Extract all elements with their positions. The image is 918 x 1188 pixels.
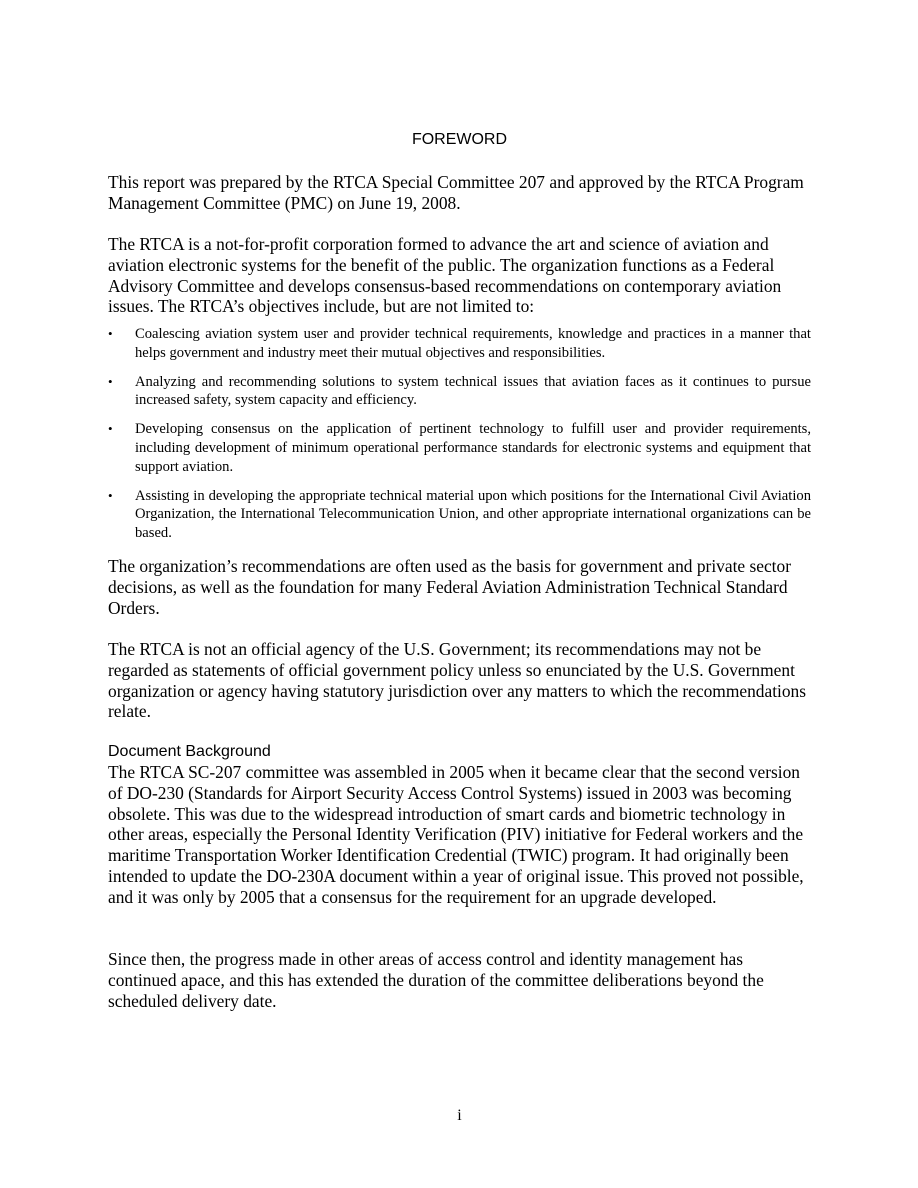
paragraph-rtca-description: The RTCA is a not-for-profit corporation formed to advance the art and science of aviation and aviation electronic systems for the benefit of the public. The organization functions as a Federal Advisory Committee and develops consensus-based recommendations on contemporary aviation issues. The RTCA’s objectives include, but are not limited to: [108,234,782,317]
list-item [108,325,811,363]
paragraph-background: The RTCA SC-207 committee was assembled in 2005 when it became clear that the second version of DO-230 (Standards for Airport Security Access Control Systems) issued in 2003 was becoming obsolete. This was due to the widespread introduction of smart cards and biometric technology in other areas, especially the Personal Identity Verification (PIV) initiative for Federal workers and the maritime Transportation Worker Identification Credential (TWIC) program. It had originally been intended to update the DO-230A document within a year of original issue. This proved not possible, and it was only by 2005 that a consensus for the requirement for an upgrade developed. [108,762,804,907]
list-item-text: Coalescing aviation system user and provider technical requirements, knowledge and practices in a manner that helps government and industry meet their mutual objectives and responsibilities. [135,326,811,361]
page-number: i [457,1107,462,1124]
objectives-list [108,325,811,553]
paragraph-report-prepared: This report was prepared by the RTCA Special Committee 207 and approved by the RTCA Program Management Committee (PMC) on June 19, 2008. [108,172,804,213]
bullet-icon: • [108,487,113,503]
list-item [108,487,811,543]
list-item [108,420,811,476]
document-page [108,0,811,1188]
paragraph-recommendations-use: The organization’s recommendations are often used as the basis for government and private sector decisions, as well as the foundation for many Federal Aviation Administration Technical Standard Orders. [108,556,791,618]
page-title: FOREWORD [411,131,508,148]
bullet-icon: • [108,326,113,341]
paragraph-progress: Since then, the progress made in other areas of access control and identity management has continued apace, and this has extended the duration of the committee deliberations beyond the scheduled delivery date. [108,949,764,1011]
list-item-text: Analyzing and recommending solutions to system technical issues that aviation faces as it continues to pursue increased safety, system capacity and efficiency. [135,373,811,409]
section-heading: Document Background [108,743,271,760]
list-item-text: Developing consensus on the application of pertinent technology to fulfill user and provider requirements, including development of minimum operational performance standards for electronic systems and equipment that support aviation. [135,421,811,475]
paragraph-not-official-agency: The RTCA is not an official agency of the U.S. Government; its recommendations may not be regarded as statements of official government policy unless so enunciated by the U.S. Government organization or agency having statutory jurisdiction over any matters to which the recommendations relate. [108,639,807,722]
bullet-icon: • [108,373,113,389]
bullet-icon: • [108,421,113,437]
list-item-text: Assisting in developing the appropriate technical material upon which positions for the International Civil Aviation Organization, the International Telecommunication Union, and other appropriate international organizations can be based. [135,487,811,542]
list-item [108,373,811,411]
